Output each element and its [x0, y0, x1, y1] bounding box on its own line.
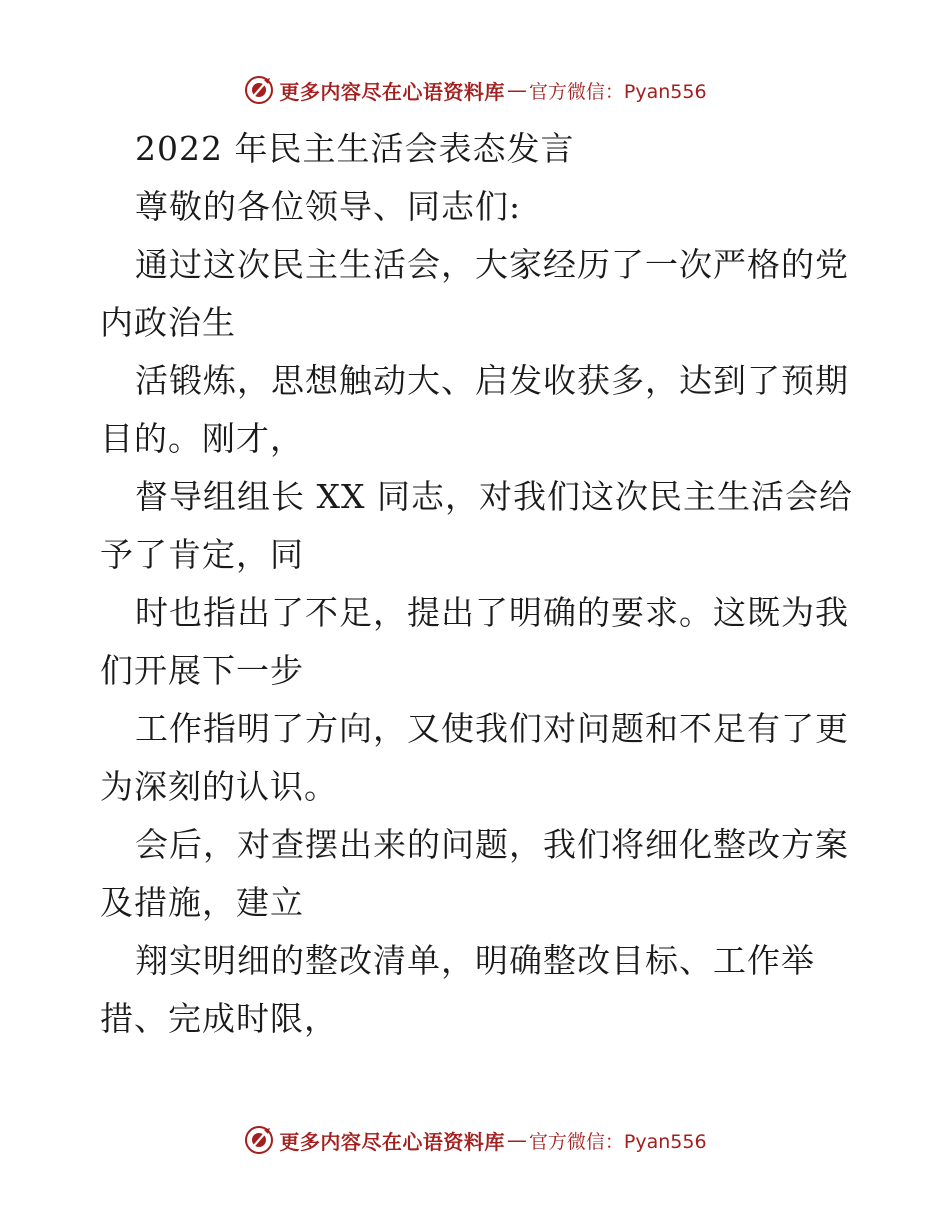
watermark-footer [0, 1120, 950, 1160]
text-line: 措、完成时限， [100, 999, 338, 1038]
document-body [100, 120, 860, 1048]
watermark-contact-text: 官方微信：Pyan556 [528, 1130, 707, 1153]
text-line: 及措施，建立 [100, 883, 304, 922]
watermark-brand-text: 更多内容尽在心语资料库 [279, 1129, 505, 1154]
text-line: 为深刻的认识。 [100, 767, 338, 806]
text-line: 时也指出了不足，提出了明确的要求。这既为我 [135, 593, 849, 632]
text-line: 工作指明了方向，又使我们对问题和不足有了更 [135, 709, 849, 748]
watermark-brand-text: 更多内容尽在心语资料库 [279, 79, 505, 104]
watermark-separator: — [506, 1128, 527, 1152]
text-line: 翔实明细的整改清单，明确整改目标、工作举 [135, 941, 815, 980]
pen-seal-logo-icon [243, 74, 275, 106]
pen-seal-logo-icon [243, 1124, 275, 1156]
text-line: 督导组组长 XX 同志，对我们这次民主生活会给 [135, 477, 853, 516]
text-line: 活锻炼，思想触动大、启发收获多，达到了预期 [135, 361, 849, 400]
document-title: 2022 年民主生活会表态发言 [135, 129, 575, 168]
salutation: 尊敬的各位领导、同志们: [135, 187, 522, 226]
text-line: 内政治生 [100, 303, 236, 342]
text-line: 通过这次民主生活会，大家经历了一次严格的党 [135, 245, 849, 284]
text-line: 予了肯定，同 [100, 535, 304, 574]
text-line: 目的。刚才， [100, 419, 304, 458]
watermark-separator: — [506, 78, 527, 102]
text-line: 会后，对查摆出来的问题，我们将细化整改方案 [135, 825, 849, 864]
watermark-contact-text: 官方微信：Pyan556 [528, 80, 707, 103]
watermark-header [0, 70, 950, 110]
text-line: 们开展下一步 [100, 651, 304, 690]
